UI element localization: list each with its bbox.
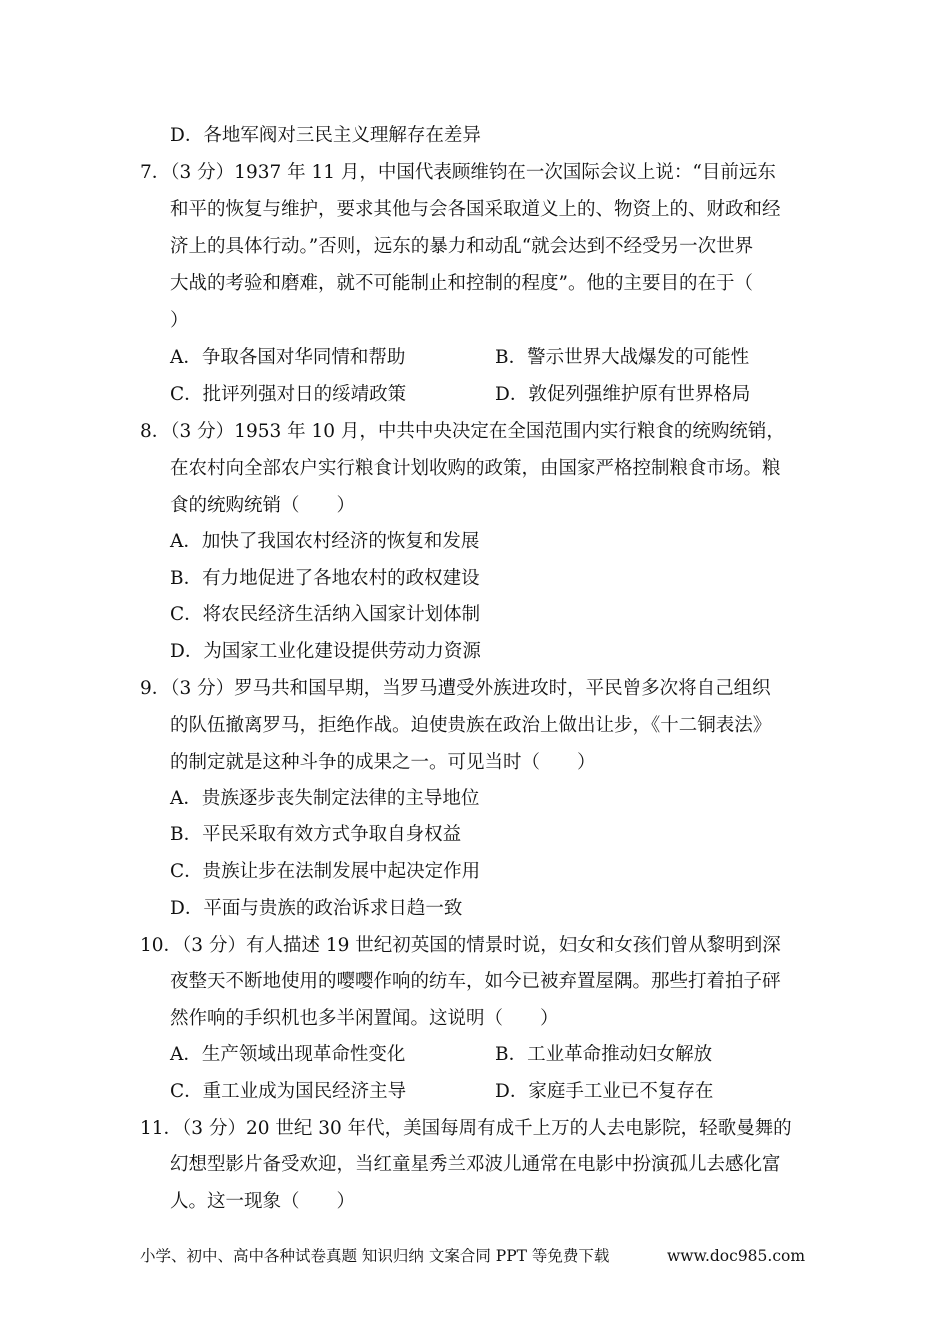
question-7-option-d: D．敦促列强维护原有世界格局 [495,384,751,405]
question-10-option-d: D．家庭手工业已不复存在 [495,1081,714,1102]
question-7-option-c: C．批评列强对日的绥靖政策 [170,384,407,405]
question-7-option-b: B．警示世界大战爆发的可能性 [495,347,750,368]
question-8-stem-line: 8．（3 分）1953 年 10 月，中共中央决定在全国范围内实行粮食的统购统销， [140,421,785,442]
question-9-stem-line: 的制定就是这种斗争的成果之一。可见当时（ ） [170,752,596,773]
question-7-stem-line: 7．（3 分）1937 年 11 月，中国代表顾维钧在一次国际会议上说：“目前远东 [140,162,776,183]
question-7-option-a: A．争取各国对华同情和帮助 [170,347,406,368]
question-9-stem-line: 的队伍撤离罗马，拒绝作战。迫使贵族在政治上做出让步，《十二铜表法》 [170,715,772,736]
question-8-option-b: B．有力地促进了各地农村的政权建设 [170,568,480,589]
question-8-stem-line: 在农村向全部农户实行粮食计划收购的政策，由国家严格控制粮食市场。粮 [170,458,781,479]
question-11-stem-line: 11．（3 分）20 世纪 30 年代，美国每周有成千上万的人去电影院，轻歌曼舞的 [140,1118,792,1139]
question-7-stem-line: 和平的恢复与维护，要求其他与会各国采取道义上的、物资上的、财政和经 [170,199,781,220]
question-8-option-c: C．将农民经济生活纳入国家计划体制 [170,604,481,625]
q6-option-d: D．各地军阀对三民主义理解存在差异 [170,125,481,146]
question-8-option-a: A．加快了我国农村经济的恢复和发展 [170,531,480,552]
question-7-stem-line: 济上的具体行动。”否则，远东的暴力和动乱“就会达到不经受另一次世界 [170,236,754,257]
question-8-option-d: D．为国家工业化建设提供劳动力资源 [170,641,481,662]
question-10-stem-line: 然作响的手织机也多半闲置闻。这说明（ ） [170,1008,559,1029]
question-8-stem-line: 食的统购统销（ ） [170,495,356,516]
question-10-stem-line: 夜整天不断地使用的嘤嘤作响的纺车，如今已被弃置屋隅。那些打着拍子砰 [170,971,781,992]
question-9-option-c: C．贵族让步在法制发展中起决定作用 [170,861,481,882]
footer-website-link[interactable]: www.doc985.com [667,1247,806,1265]
question-9-option-d: D．平面与贵族的政治诉求日趋一致 [170,898,463,919]
question-7-stem-line: 大战的考验和磨难，就不可能制止和控制的程度”。他的主要目的在于（ [170,273,753,294]
question-9-option-a: A．贵族逐步丧失制定法律的主导地位 [170,788,480,809]
footer-promo-text: 小学、初中、高中各种试卷真题 知识归纳 文案合同 PPT 等免费下载 [140,1247,610,1265]
question-10-option-c: C．重工业成为国民经济主导 [170,1081,407,1102]
question-9-option-b: B．平民采取有效方式争取自身权益 [170,824,462,845]
question-10-option-b: B．工业革命推动妇女解放 [495,1044,713,1065]
question-9-stem-line: 9．（3 分）罗马共和国早期，当罗马遭受外族进攻时，平民曾多次将自己组织 [140,678,771,699]
question-11-stem-line: 幻想型影片备受欢迎，当红童星秀兰邓波儿通常在电影中扮演孤儿去感化富 [170,1154,781,1175]
question-10-stem-line: 10．（3 分）有人描述 19 世纪初英国的情景时说，妇女和女孩们曾从黎明到深 [140,935,781,956]
question-11-stem-line: 人。这一现象（ ） [170,1191,356,1212]
question-7-stem-line: ） [170,310,189,331]
question-10-option-a: A．生产领域出现革命性变化 [170,1044,406,1065]
